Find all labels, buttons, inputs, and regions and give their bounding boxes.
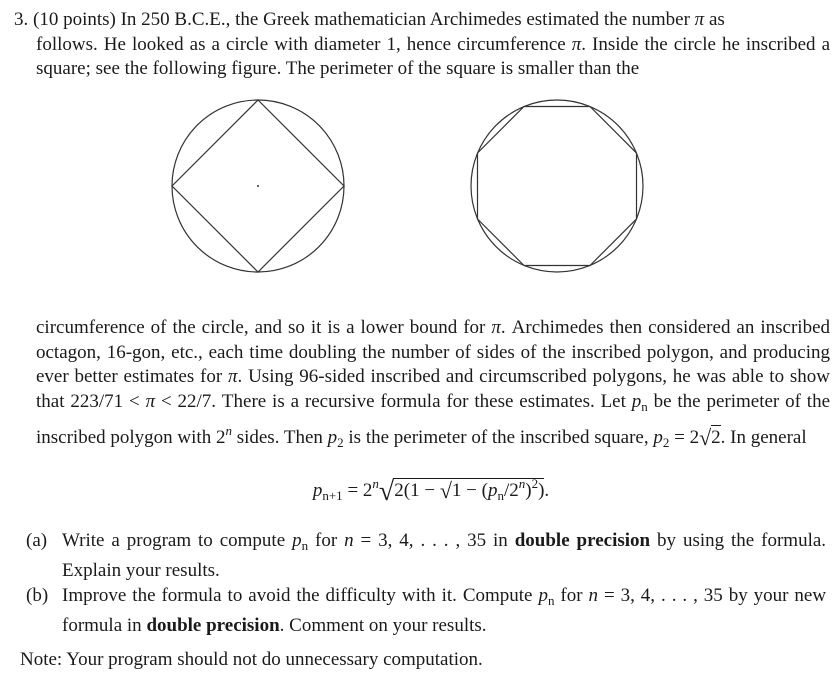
var-p: p (653, 427, 663, 449)
equals-two: = 2 (674, 427, 700, 449)
sub-n: n (301, 538, 309, 553)
var-p: p (327, 427, 338, 449)
formula-inner-a: 2(1 − (394, 480, 440, 501)
item-body-b (62, 584, 826, 638)
pi-symbol: π (571, 33, 582, 55)
item-a-text-2: for (315, 530, 338, 551)
explain-text-e: be the perimeter of the inscribed polygon with (36, 390, 831, 449)
var-p: p (292, 530, 302, 551)
intro-text-3: . Inside the circle he inscribed a square; see the following figure. The perimeter of the square is smaller than the (36, 33, 831, 80)
sqrt-inner (452, 478, 544, 501)
formula-equals-two: = 2 (342, 480, 373, 501)
recursive-formula (0, 476, 838, 508)
item-a-text-1: Write a program to compute (62, 530, 286, 551)
var-p: p (538, 585, 548, 606)
problem-points: (10 points) (33, 9, 116, 30)
item-b-text-3: = 3, 4, . . . , 35 by your new formula in (62, 585, 827, 636)
explain-text-h: . In general (720, 427, 807, 449)
formula-inner-c: /2 (503, 480, 519, 501)
sup-n: n (225, 423, 232, 439)
item-b-text-2: for (560, 585, 583, 606)
sqrt-symbol-inner: √ (439, 478, 452, 503)
explain-text-f: sides. Then (236, 427, 323, 449)
sub-n: n (547, 593, 555, 608)
formula-sub-n-plus-1: n+1 (322, 488, 343, 503)
formula-p: p (312, 480, 323, 501)
explain-text-a: circumference of the circle, and so it is a lower bound for (36, 317, 486, 338)
item-b-text-1: Improve the formula to avoid the difficulty with it. Compute (62, 585, 533, 606)
sub-two: 2 (337, 435, 344, 451)
explain-text-d: < 22/7. There is a recursive formula for these estimates. Let (160, 390, 626, 412)
explain-text-b: . Archimedes then considered an inscribed octagon, 16-gon, etc., each time doubling the number of sides of the inscribed polygon, and producing ever better estimates for (36, 317, 831, 388)
item-body-a (62, 529, 826, 583)
formula-inner-p: p (487, 480, 498, 501)
item-a-text-3: = 3, 4, . . . , 35 in (360, 530, 508, 551)
pi-symbol: π (491, 317, 501, 338)
circle-right (471, 100, 643, 272)
sqrt-symbol: √ (699, 425, 712, 451)
inscribed-octagon (478, 107, 637, 266)
formula-inner-square: 2 (531, 476, 539, 491)
pi-symbol: π (145, 390, 156, 412)
formula-inner-sub-n: n (497, 488, 504, 503)
formula-inner-d: ) (525, 480, 532, 501)
base-two: 2 (215, 427, 226, 449)
intro-text-1: In 250 B.C.E., the Greek mathematician Archimedes estimated the number (120, 9, 690, 30)
formula-inner-b: 1 − ( (451, 480, 488, 501)
sqrt-two: 2 (711, 427, 721, 449)
item-a-bold: double precision (514, 530, 651, 551)
circle-with-inscribed-octagon (471, 100, 643, 272)
pi-symbol: π (228, 366, 238, 388)
note-text: Note: Your program should not do unnecessary computation. (20, 649, 483, 670)
item-label-b: (b) (26, 585, 49, 606)
formula-sup-n: n (372, 476, 379, 491)
explain-text-g: is the perimeter of the inscribed square, (348, 427, 649, 449)
formula-period: . (544, 480, 550, 501)
question-item-a (26, 529, 826, 583)
intro-text-2: follows. He looked as a circle with diameter 1, hence circumference (36, 33, 566, 55)
var-n: n (588, 585, 599, 606)
center-dot (257, 185, 259, 187)
problem-number: 3. (14, 9, 29, 30)
item-a-text-4: by using the formula. Explain your results. (62, 530, 827, 581)
circle-with-inscribed-square (172, 100, 344, 272)
var-n: n (344, 530, 354, 551)
formula-inner-e: ) (538, 480, 545, 501)
question-item-b (26, 584, 826, 638)
sqrt-symbol-outer: √ (378, 476, 395, 507)
problem-explanation (36, 316, 830, 456)
sub-two: 2 (662, 435, 670, 451)
sub-n: n (641, 398, 648, 414)
item-b-bold: double precision (146, 614, 280, 636)
pi-symbol: π (694, 9, 705, 30)
formula-inner-sup-n: n (518, 476, 526, 491)
item-b-text-4: . Comment on your results. (279, 614, 487, 636)
intro-text-as: as (708, 9, 725, 30)
item-label-a: (a) (26, 530, 48, 551)
sqrt-outer (394, 478, 544, 501)
var-p: p (631, 390, 642, 412)
explain-text-c: . Using 96-sided inscribed and circumscribed polygons, he was able to show that 223/71 < (36, 366, 831, 412)
